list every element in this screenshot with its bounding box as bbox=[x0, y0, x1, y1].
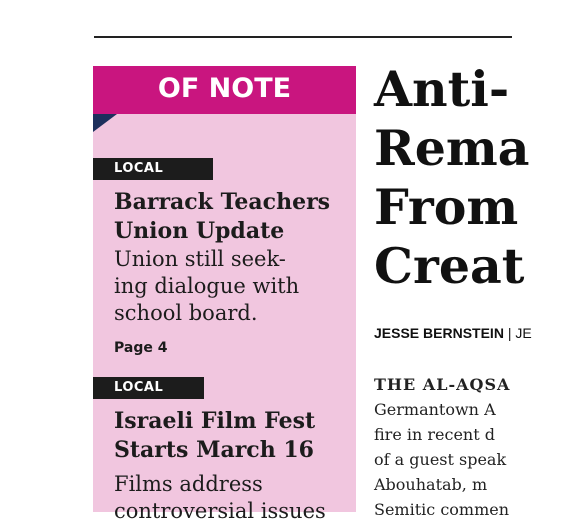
news-item-summary bbox=[114, 471, 350, 525]
summary-line: controversial issues bbox=[114, 499, 326, 523]
article-body-line: of a guest speak bbox=[374, 450, 507, 469]
of-note-sidebar bbox=[93, 66, 356, 523]
article-byline bbox=[374, 325, 532, 341]
news-item-headline[interactable] bbox=[114, 407, 354, 465]
article-headline-line: Rema bbox=[374, 119, 530, 177]
byline-author[interactable]: JESSE BERNSTEIN bbox=[374, 325, 504, 341]
section-tag-local: LOCAL bbox=[93, 377, 204, 399]
news-item-headline[interactable] bbox=[114, 188, 354, 246]
article-body-line: Abouhatab, m bbox=[374, 475, 488, 494]
article-lead-in: THE AL-AQSA bbox=[374, 375, 511, 394]
sidebar-banner bbox=[93, 66, 356, 114]
byline-rest: | JE bbox=[503, 325, 532, 341]
article-headline-line: Anti- bbox=[374, 60, 510, 118]
article-headline-line: From bbox=[374, 178, 519, 236]
article-headline[interactable] bbox=[374, 60, 574, 296]
article-body-line: fire in recent d bbox=[374, 425, 495, 444]
summary-line: school board. bbox=[114, 301, 258, 325]
summary-line: ing dialogue with bbox=[114, 274, 300, 298]
article-body-line: Germantown A bbox=[374, 400, 496, 419]
article-body-line: Semitic commen bbox=[374, 500, 510, 519]
headline-line: Israeli Film Fest bbox=[114, 408, 316, 434]
section-tag-local: LOCAL bbox=[93, 158, 213, 180]
sidebar-banner-title: OF NOTE bbox=[157, 73, 292, 104]
banner-fold-decoration bbox=[93, 114, 117, 132]
page-reference[interactable]: Page 4 bbox=[114, 340, 168, 356]
news-item-summary bbox=[114, 246, 350, 327]
summary-line: Union still seek- bbox=[114, 247, 286, 271]
headline-line: Starts March 16 bbox=[114, 437, 314, 463]
headline-line: Union Update bbox=[114, 218, 285, 244]
top-rule bbox=[94, 36, 512, 38]
headline-line: Barrack Teachers bbox=[114, 189, 331, 215]
article-body bbox=[374, 372, 544, 522]
article-headline-line: Creat bbox=[374, 237, 525, 295]
summary-line: Films address bbox=[114, 472, 263, 496]
